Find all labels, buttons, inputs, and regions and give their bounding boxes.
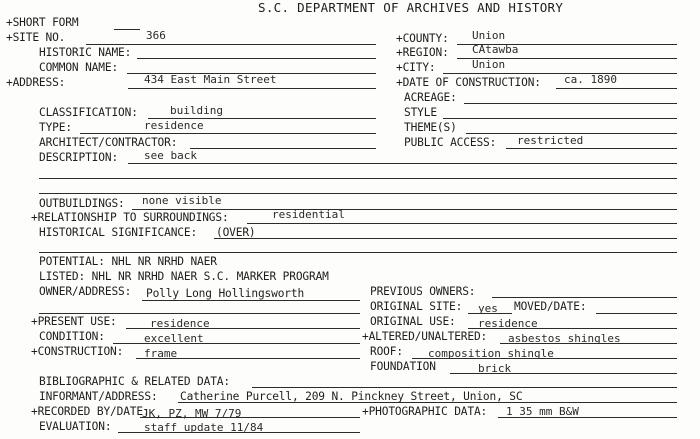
type-value[interactable]: residence: [144, 119, 204, 132]
listed-label: LISTED: NHL NR NRHD NAER S.C. MARKER PROGRAM: [39, 270, 329, 283]
recorded-by-line: [140, 417, 360, 418]
previous-owners-line: [492, 297, 677, 298]
foundation-line: [450, 373, 677, 374]
original-use-value[interactable]: residence: [478, 317, 538, 330]
original-site-label: ORIGINAL SITE:: [370, 300, 463, 313]
address-label: +ADDRESS:: [6, 76, 66, 89]
condition-label: CONDITION:: [39, 330, 105, 343]
form-title: S.C. DEPARTMENT OF ARCHIVES AND HISTORY: [258, 0, 564, 15]
original-site-line: [468, 313, 512, 314]
condition-line: [113, 343, 360, 344]
informant-label: INFORMANT/ADDRESS:: [39, 390, 158, 403]
relationship-line: [247, 223, 677, 224]
theme-label: THEME(S): [404, 121, 457, 134]
owner-address-label: OWNER/ADDRESS:: [39, 285, 132, 298]
recorded-by-value[interactable]: JK, PZ, MW 7/79: [142, 407, 242, 420]
construction-value[interactable]: frame: [144, 347, 178, 360]
site-no-label: +SITE NO.: [6, 31, 66, 44]
altered-label: +ALTERED/UNALTERED:: [362, 330, 488, 343]
foundation-value[interactable]: brick: [478, 362, 512, 375]
description-value[interactable]: see back: [144, 149, 197, 162]
evaluation-label: EVALUATION:: [39, 420, 112, 433]
short-form-label: +SHORT FORM: [6, 16, 79, 29]
construction-label: +CONSTRUCTION:: [31, 345, 124, 358]
altered-value[interactable]: asbestos shingles: [508, 332, 621, 345]
photographic-label: +PHOTOGRAPHIC DATA:: [362, 405, 488, 418]
public-access-line: [506, 148, 677, 149]
roof-label: ROOF:: [370, 345, 403, 358]
date-construction-line: [556, 88, 677, 89]
outbuildings-value[interactable]: none visible: [142, 194, 222, 207]
present-use-label: +PRESENT USE:: [31, 315, 117, 328]
evaluation-line: [118, 432, 360, 433]
description-line-2: [39, 178, 677, 179]
historic-name-label: HISTORIC NAME:: [39, 46, 132, 59]
site-no-value[interactable]: 366: [146, 29, 166, 42]
original-use-label: ORIGINAL USE:: [370, 315, 456, 328]
bibliographic-label: BIBLIOGRAPHIC & RELATED DATA:: [39, 375, 230, 388]
original-use-line: [468, 328, 677, 329]
previous-owners-label: PREVIOUS OWNERS:: [370, 285, 476, 298]
informant-value[interactable]: Catherine Purcell, 209 N. Pinckney Street, Union, SC: [180, 390, 523, 403]
photographic-line: [498, 417, 677, 418]
relationship-value[interactable]: residential: [272, 208, 345, 221]
acreage-label: ACREAGE:: [404, 91, 457, 104]
description-line-1: [128, 163, 677, 164]
outbuildings-label: OUTBUILDINGS:: [39, 197, 125, 210]
address-value[interactable]: 434 East Main Street: [144, 73, 277, 86]
address-line: [128, 88, 376, 89]
classification-value[interactable]: building: [170, 104, 223, 117]
description-label: DESCRIPTION:: [39, 151, 119, 164]
architect-line: [190, 148, 376, 149]
classification-label: CLASSIFICATION:: [39, 106, 138, 119]
present-use-line: [126, 328, 360, 329]
owner-address-value[interactable]: Polly Long Hollingsworth: [146, 287, 305, 300]
architect-label: ARCHITECT/CONTRACTOR:: [39, 136, 178, 149]
city-line: [443, 73, 677, 74]
original-site-value[interactable]: yes: [478, 302, 498, 315]
type-line: [80, 133, 376, 134]
city-label: +CITY:: [396, 61, 436, 74]
outbuildings-line: [132, 209, 677, 210]
style-line: [443, 118, 677, 119]
photographic-value[interactable]: 1 35 mm B&W: [506, 405, 579, 418]
historical-significance-value[interactable]: (OVER): [216, 226, 256, 239]
potential-label: POTENTIAL: NHL NR NRHD NAER: [39, 255, 217, 268]
present-use-value[interactable]: residence: [150, 317, 210, 330]
bibliographic-line: [252, 387, 677, 388]
owner-address-line-2: [39, 313, 360, 314]
short-form-line: [114, 29, 140, 30]
historical-significance-line-1: [214, 238, 677, 239]
site-no-line: [86, 44, 376, 45]
public-access-label: PUBLIC ACCESS:: [404, 136, 497, 149]
owner-address-line: [142, 300, 360, 301]
moved-date-label: MOVED/DATE:: [514, 300, 587, 313]
county-value[interactable]: Union: [472, 29, 506, 42]
recorded-by-label: +RECORDED BY/DATE:: [31, 405, 150, 418]
date-construction-label: +DATE OF CONSTRUCTION:: [396, 76, 541, 89]
city-value[interactable]: Union: [472, 58, 506, 71]
acreage-line: [464, 103, 677, 104]
historical-significance-label: HISTORICAL SIGNIFICANCE:: [39, 226, 198, 239]
construction-line: [136, 358, 360, 359]
common-name-label: COMMON NAME:: [39, 61, 119, 74]
date-construction-value[interactable]: ca. 1890: [564, 73, 617, 86]
informant-line: [178, 402, 677, 403]
historic-name-line: [137, 58, 376, 59]
style-label: STYLE: [404, 106, 437, 119]
roof-line: [412, 358, 677, 359]
roof-value[interactable]: composition shingle: [428, 347, 554, 360]
description-line-3: [39, 193, 677, 194]
foundation-label: FOUNDATION: [370, 360, 436, 373]
region-value[interactable]: CAtawba: [472, 43, 519, 56]
condition-value[interactable]: excellent: [144, 332, 204, 345]
historical-significance-line-2: [39, 252, 677, 253]
region-label: +REGION:: [396, 46, 449, 59]
public-access-value[interactable]: restricted: [517, 134, 584, 147]
county-label: +COUNTY:: [396, 32, 449, 45]
relationship-label: +RELATIONSHIP TO SURROUNDINGS:: [31, 211, 229, 224]
type-label: TYPE:: [39, 121, 72, 134]
moved-date-line: [596, 313, 677, 314]
evaluation-value[interactable]: staff update 11/84: [144, 421, 264, 434]
altered-line: [500, 343, 677, 344]
